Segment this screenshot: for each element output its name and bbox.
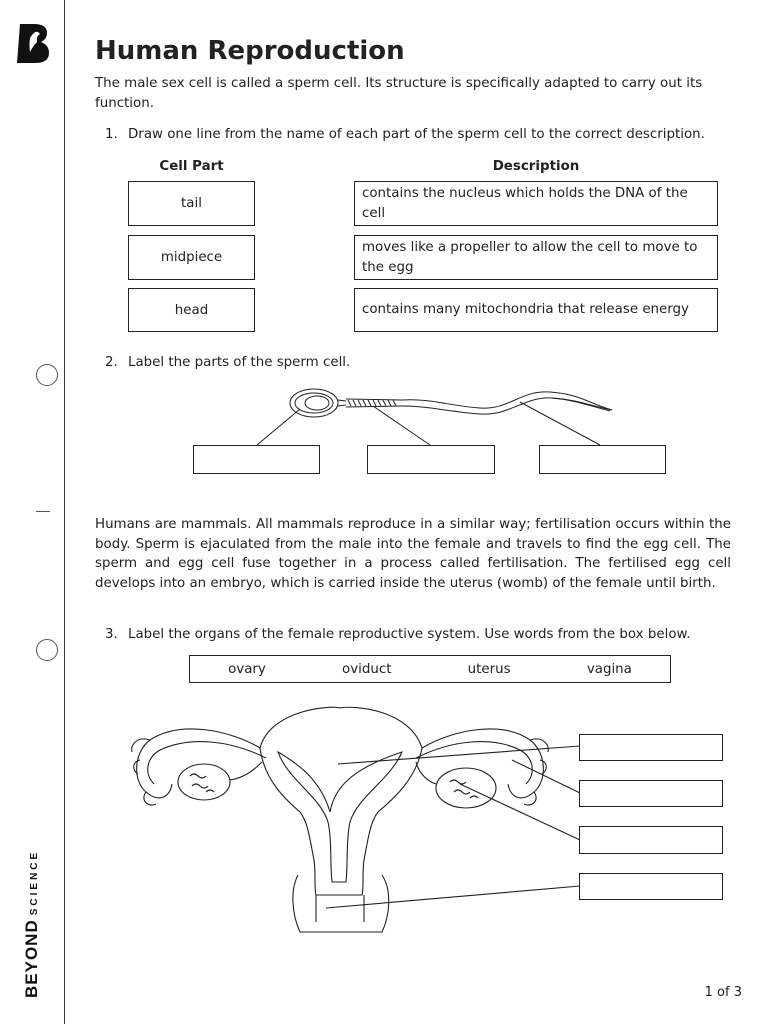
page-title: Human Reproduction (95, 36, 405, 66)
organ-label-box-2[interactable] (579, 780, 723, 807)
organ-leader-3 (460, 784, 580, 840)
margin-tick (36, 511, 50, 512)
word-ovary: ovary (228, 661, 266, 677)
margin-line (64, 0, 65, 1024)
organ-label-box-1[interactable] (579, 734, 723, 761)
q2-text: Label the parts of the sperm cell. (128, 355, 351, 370)
page-number: 1 of 3 (704, 985, 742, 1000)
oviduct-left (137, 729, 260, 798)
brand-vertical (22, 850, 42, 998)
word-oviduct: oviduct (342, 661, 392, 677)
ovary-right (436, 768, 496, 808)
word-uterus: uterus (467, 661, 511, 677)
part-box-tail[interactable]: tail (128, 181, 255, 226)
col-header-part: Cell Part (159, 159, 224, 174)
female-reproductive-diagram (120, 700, 580, 940)
uterus (260, 707, 422, 895)
leader-line-1 (257, 409, 300, 445)
intro-text: The male sex cell is called a sperm cell. Its structure is specifically adapted to carry out its function. (95, 76, 703, 111)
sperm-label-box-1[interactable] (193, 445, 320, 474)
sperm-label-box-3[interactable] (539, 445, 666, 474)
part-box-head[interactable]: head (128, 288, 255, 332)
oviduct-right (422, 729, 543, 798)
organ-label-box-3[interactable] (579, 826, 723, 854)
brand-name: BEYOND (22, 919, 41, 998)
desc-box-2[interactable]: moves like a propeller to allow the cell to move to the egg (354, 235, 718, 280)
desc-box-1[interactable]: contains the nucleus which holds the DNA of the cell (354, 181, 718, 226)
punch-hole-top (36, 364, 58, 386)
q1-text: Draw one line from the name of each part of the sperm cell to the correct description. (128, 127, 705, 142)
sperm-label-box-2[interactable] (367, 445, 495, 474)
leader-line-3 (520, 402, 600, 445)
ovary-left (178, 764, 230, 800)
leader-line-2 (373, 406, 430, 445)
punch-hole-bottom (36, 639, 58, 661)
organ-label-box-4[interactable] (579, 873, 723, 900)
sperm-tail (402, 392, 612, 410)
word-vagina: vagina (586, 661, 632, 677)
brand-sub: SCIENCE (29, 849, 40, 916)
beyond-logo-icon (16, 22, 50, 64)
part-box-midpiece[interactable]: midpiece (128, 235, 255, 280)
q2-number: 2. (105, 355, 118, 370)
q3-text: Label the organs of the female reproductive system. Use words from the box below. (128, 627, 691, 642)
desc-box-3[interactable]: contains many mitochondria that release energy (354, 288, 718, 332)
q1-number: 1. (105, 127, 118, 142)
col-header-desc: Description (492, 159, 580, 174)
sperm-nucleus (305, 396, 329, 410)
word-bank (189, 655, 671, 683)
body-paragraph: Humans are mammals. All mammals reproduce in a similar way; fertilisation occurs within the body. Sperm is ejaculated from the male into the female and travels to find the egg cell. The sperm and egg cell fuse together in a process called fertilisation. The fertilised egg cell develops into an embryo, which is carried inside the uterus (womb) of the female until birth. (95, 517, 731, 591)
q3-number: 3. (105, 627, 118, 642)
